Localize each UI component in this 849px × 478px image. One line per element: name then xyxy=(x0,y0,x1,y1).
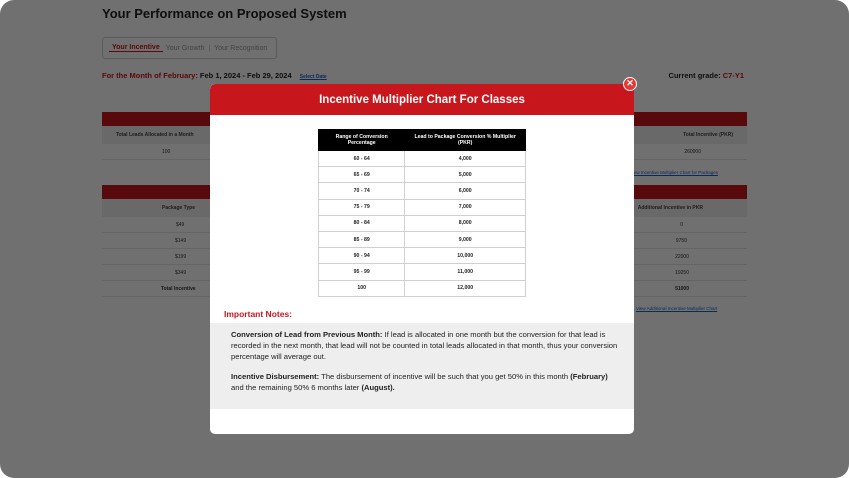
note-conversion xyxy=(231,329,620,362)
table-row xyxy=(319,199,526,215)
note-disbursement-label: Incentive Disbursement: xyxy=(231,372,320,381)
table-row xyxy=(319,280,526,296)
notes-box xyxy=(210,323,634,409)
cell-multiplier: 10,000 xyxy=(405,248,526,264)
cell-multiplier: 5,000 xyxy=(405,167,526,183)
header-range: Range of Conversion Percentage xyxy=(319,130,405,151)
table-row xyxy=(319,151,526,167)
table-row xyxy=(319,167,526,183)
header-multiplier: Lead to Package Conversion % Multiplier (PKR) xyxy=(405,130,526,151)
cell-range: 80 - 84 xyxy=(319,215,405,231)
close-icon[interactable]: ✕ xyxy=(623,77,637,91)
table-row xyxy=(319,183,526,199)
cell-multiplier: 8,000 xyxy=(405,215,526,231)
cell-range: 65 - 69 xyxy=(319,167,405,183)
cell-multiplier: 6,000 xyxy=(405,183,526,199)
note-conversion-text: If lead is allocated in one month but the conversion for that lead is recorded in the next month, that lead will not be counted in total leads allocated in that month, thus your conversion percentage will average out. xyxy=(231,330,618,361)
table-header-row xyxy=(319,130,526,151)
note-conversion-label: Conversion of Lead from Previous Month: xyxy=(231,330,383,339)
multiplier-table xyxy=(318,129,526,297)
cell-range: 70 - 74 xyxy=(319,183,405,199)
note-month-later: (August). xyxy=(361,383,395,392)
cell-multiplier: 12,000 xyxy=(405,280,526,296)
incentive-multiplier-modal xyxy=(210,84,634,434)
notes-title: Important Notes: xyxy=(224,309,292,319)
cell-range: 60 - 64 xyxy=(319,151,405,167)
cell-multiplier: 9,000 xyxy=(405,231,526,247)
note-month-current: (February) xyxy=(570,372,608,381)
table-row xyxy=(319,231,526,247)
cell-range: 100 xyxy=(319,280,405,296)
cell-multiplier: 7,000 xyxy=(405,199,526,215)
cell-range: 95 - 99 xyxy=(319,264,405,280)
table-row xyxy=(319,248,526,264)
note-disbursement-text-a: The disbursement of incentive will be such that you get 50% in this month xyxy=(319,372,571,381)
cell-range: 85 - 89 xyxy=(319,231,405,247)
table-row xyxy=(319,215,526,231)
note-disbursement xyxy=(231,371,620,393)
cell-range: 90 - 94 xyxy=(319,248,405,264)
cell-multiplier: 4,000 xyxy=(405,151,526,167)
cell-range: 75 - 79 xyxy=(319,199,405,215)
modal-title: Incentive Multiplier Chart For Classes xyxy=(210,84,634,115)
table-row xyxy=(319,264,526,280)
note-disbursement-text-b: and the remaining 50% 6 months later xyxy=(231,383,362,392)
cell-multiplier: 11,000 xyxy=(405,264,526,280)
